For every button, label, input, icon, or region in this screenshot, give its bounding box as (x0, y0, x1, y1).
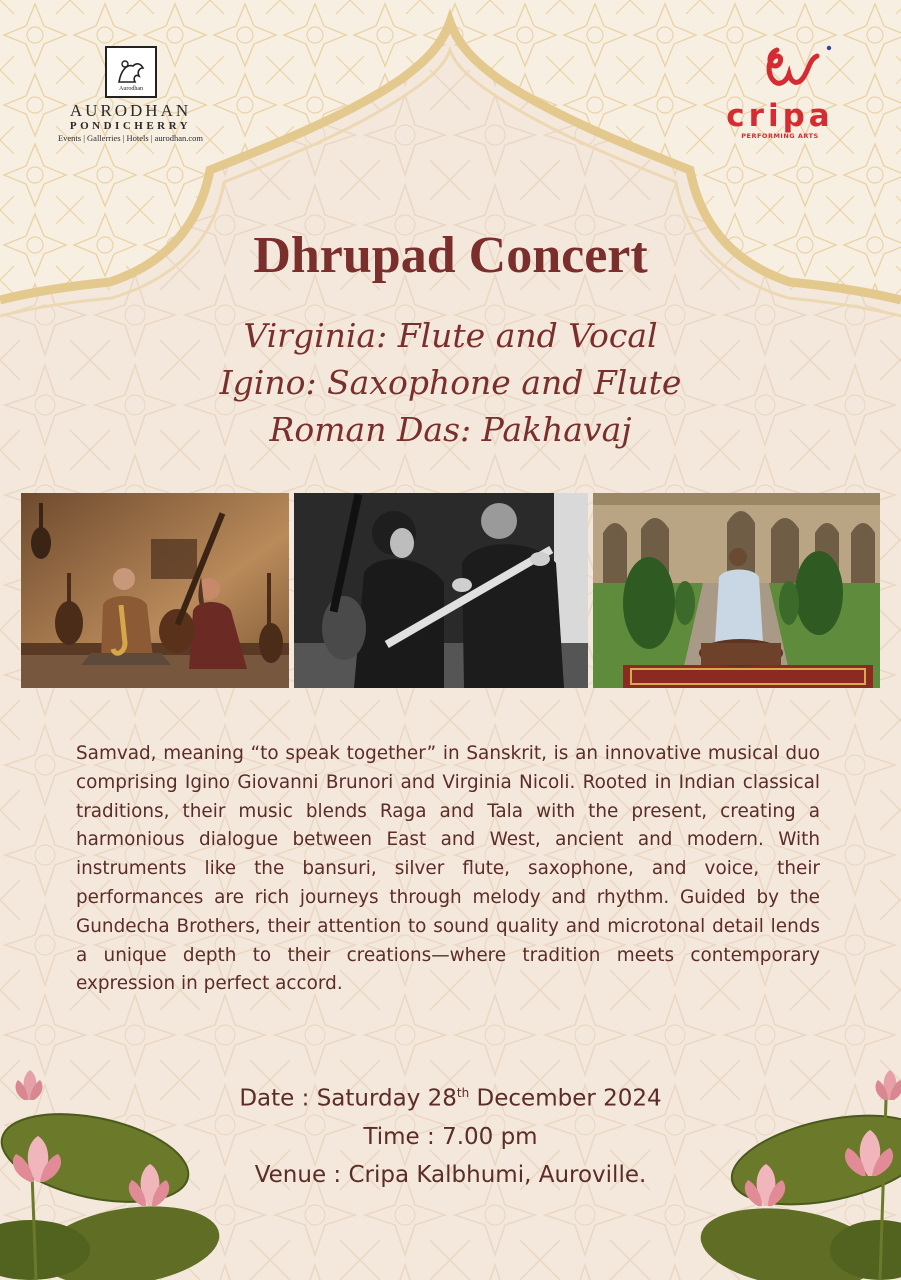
concert-description: Samvad, meaning “to speak together” in Sanskrit, is an innovative musical duo comprising Igino Giovanni Brunori and Virginia Nicoli. Rooted in Indian classical traditions, their music blends Raga and Tala with the present, creating a harmonious dialogue between East and West, ancient and modern. With instruments like the bansuri, silver flute, saxophone, and voice, their performances are rich journeys through melody and rhythm. Guided by the Gundecha Brothers, their attention to sound quality and microtonal detail lends a unique depth to their creations—where tradition meets contemporary expression in perfect accord. (76, 743, 820, 995)
performer-line: Virginia: Flute and Vocal (243, 316, 658, 355)
performer-list (0, 312, 901, 453)
svg-text:Aurodhan: Aurodhan (118, 86, 143, 92)
aurodhan-city: PONDICHERRY (69, 120, 192, 132)
lotus-right-decoration (700, 1050, 901, 1280)
lotus-flower-icon (16, 1070, 43, 1100)
aurodhan-mark-icon (105, 46, 157, 98)
time-value: 7.00 pm (442, 1123, 538, 1150)
date-day: Saturday 28 (316, 1085, 457, 1112)
duo-black-and-white-photo (294, 493, 588, 688)
aurodhan-name: AURODHAN (69, 101, 192, 120)
cripa-name: cripa (726, 98, 834, 134)
cripa-tagline: PERFORMING ARTS (741, 132, 819, 140)
venue-label: Venue : (254, 1161, 342, 1188)
aurodhan-tagline: Events | Gallerries | Hotels | aurodhan.com (57, 133, 204, 143)
aurodhan-logo (48, 46, 213, 144)
cripa-swirl-icon (705, 44, 855, 96)
venue-value: Cripa Kalbhumi, Auroville. (348, 1161, 647, 1188)
date-suffix: th (456, 1086, 470, 1100)
pakhavaj-player-photo (593, 493, 880, 688)
duo-in-room-photo (21, 493, 289, 688)
performer-line: Roman Das: Pakhavaj (269, 410, 632, 449)
performer-line: Igino: Saxophone and Flute (219, 363, 682, 402)
cripa-logo (705, 44, 855, 140)
date-label: Date : (239, 1085, 310, 1112)
date-rest: December 2024 (476, 1085, 662, 1112)
concert-title: Dhrupad Concert (253, 227, 648, 284)
time-label: Time : (363, 1123, 435, 1150)
lotus-left-decoration (0, 1050, 220, 1280)
